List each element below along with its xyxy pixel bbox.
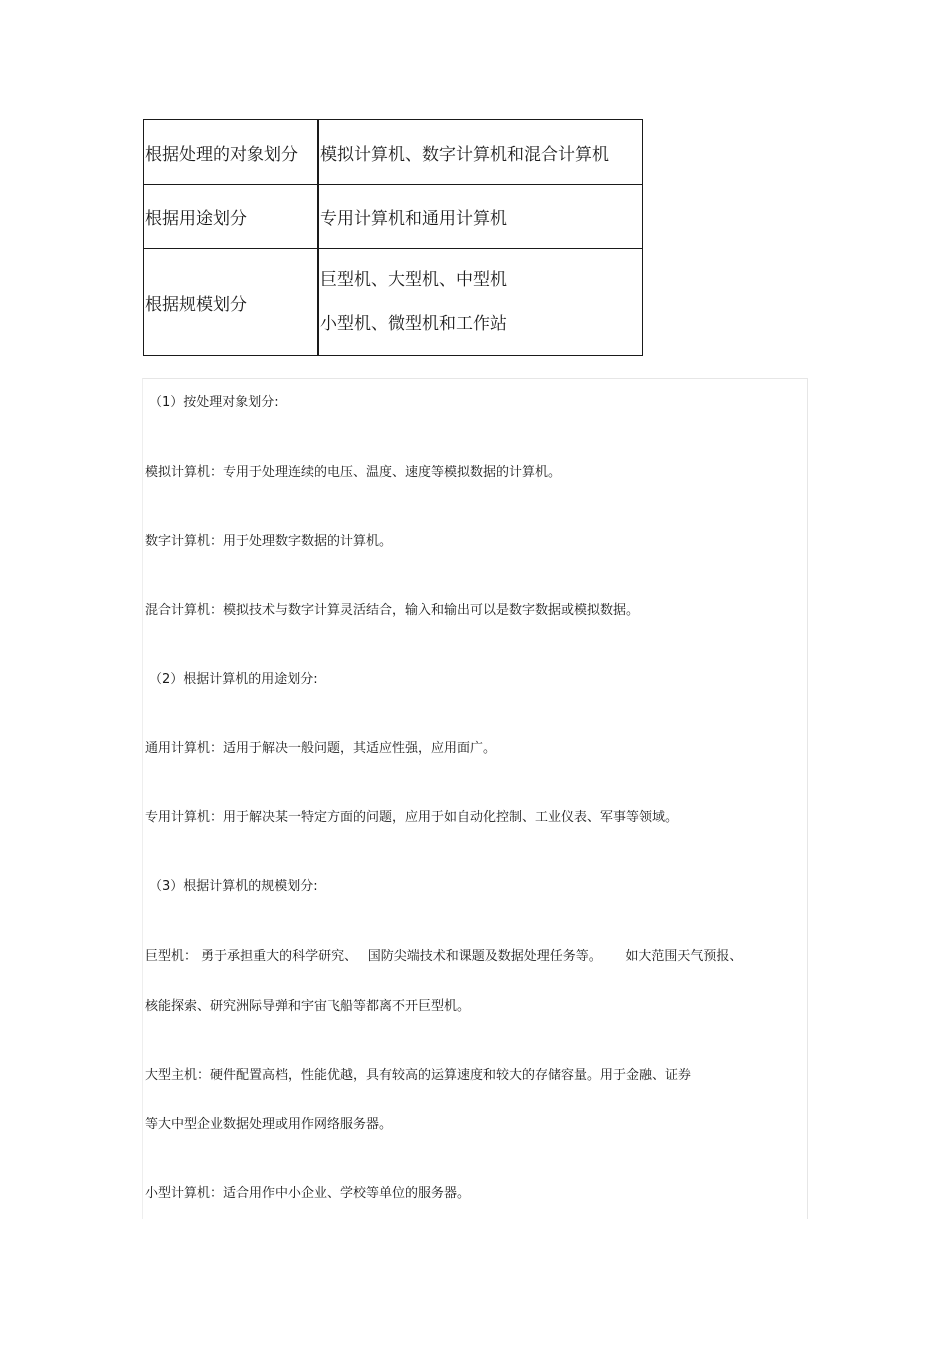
types-line: 巨型机、大型机、中型机 xyxy=(320,270,507,290)
section-heading: （3）根据计算机的规模划分: xyxy=(149,879,318,894)
note-minicomputer: 小型计算机：适合用作中小企业、学校等单位的服务器。 xyxy=(145,1186,471,1201)
criterion-cell: 根据处理的对象划分 xyxy=(144,120,319,185)
note-supercomputer-cont: 核能探索、研究洲际导弹和宇宙飞船等都离不开巨型机。 xyxy=(145,999,471,1014)
criterion-cell: 根据规模划分 xyxy=(144,249,319,356)
types-cell: 专用计算机和通用计算机 xyxy=(318,185,643,249)
classification-table xyxy=(143,119,643,356)
note-hybrid: 混合计算机：模拟技术与数字计算灵活结合，输入和输出可以是数字数据或模拟数据。 xyxy=(145,603,640,618)
table-row xyxy=(144,120,643,185)
note-mainframe: 大型主机：硬件配置高档，性能优越，具有较高的运算速度和较大的存储容量。用于金融、证券 xyxy=(145,1068,692,1083)
notes-panel xyxy=(142,378,808,1219)
types-line: 小型机、微型机和工作站 xyxy=(320,314,507,334)
table-row xyxy=(144,185,643,249)
criterion-cell: 根据用途划分 xyxy=(144,185,319,249)
note-supercomputer: 巨型机： 勇于承担重大的科学研究、 国防尖端技术和课题及数据处理任务等。 如大范围天气预报、 xyxy=(145,949,743,964)
note-analog: 模拟计算机：专用于处理连续的电压、温度、速度等模拟数据的计算机。 xyxy=(145,465,562,480)
table-row xyxy=(144,249,643,356)
types-cell xyxy=(318,249,643,356)
note-special: 专用计算机：用于解决某一特定方面的问题，应用于如自动化控制、工业仪表、军事等领域。 xyxy=(145,810,679,825)
note-general: 通用计算机：适用于解决一般问题，其适应性强，应用面广。 xyxy=(145,741,497,756)
section-heading: （2）根据计算机的用途划分: xyxy=(149,672,318,687)
types-cell: 模拟计算机、数字计算机和混合计算机 xyxy=(318,120,643,185)
note-mainframe-cont: 等大中型企业数据处理或用作网络服务器。 xyxy=(145,1117,393,1132)
note-digital: 数字计算机：用于处理数字数据的计算机。 xyxy=(145,534,393,549)
section-heading: （1）按处理对象划分: xyxy=(149,395,279,410)
